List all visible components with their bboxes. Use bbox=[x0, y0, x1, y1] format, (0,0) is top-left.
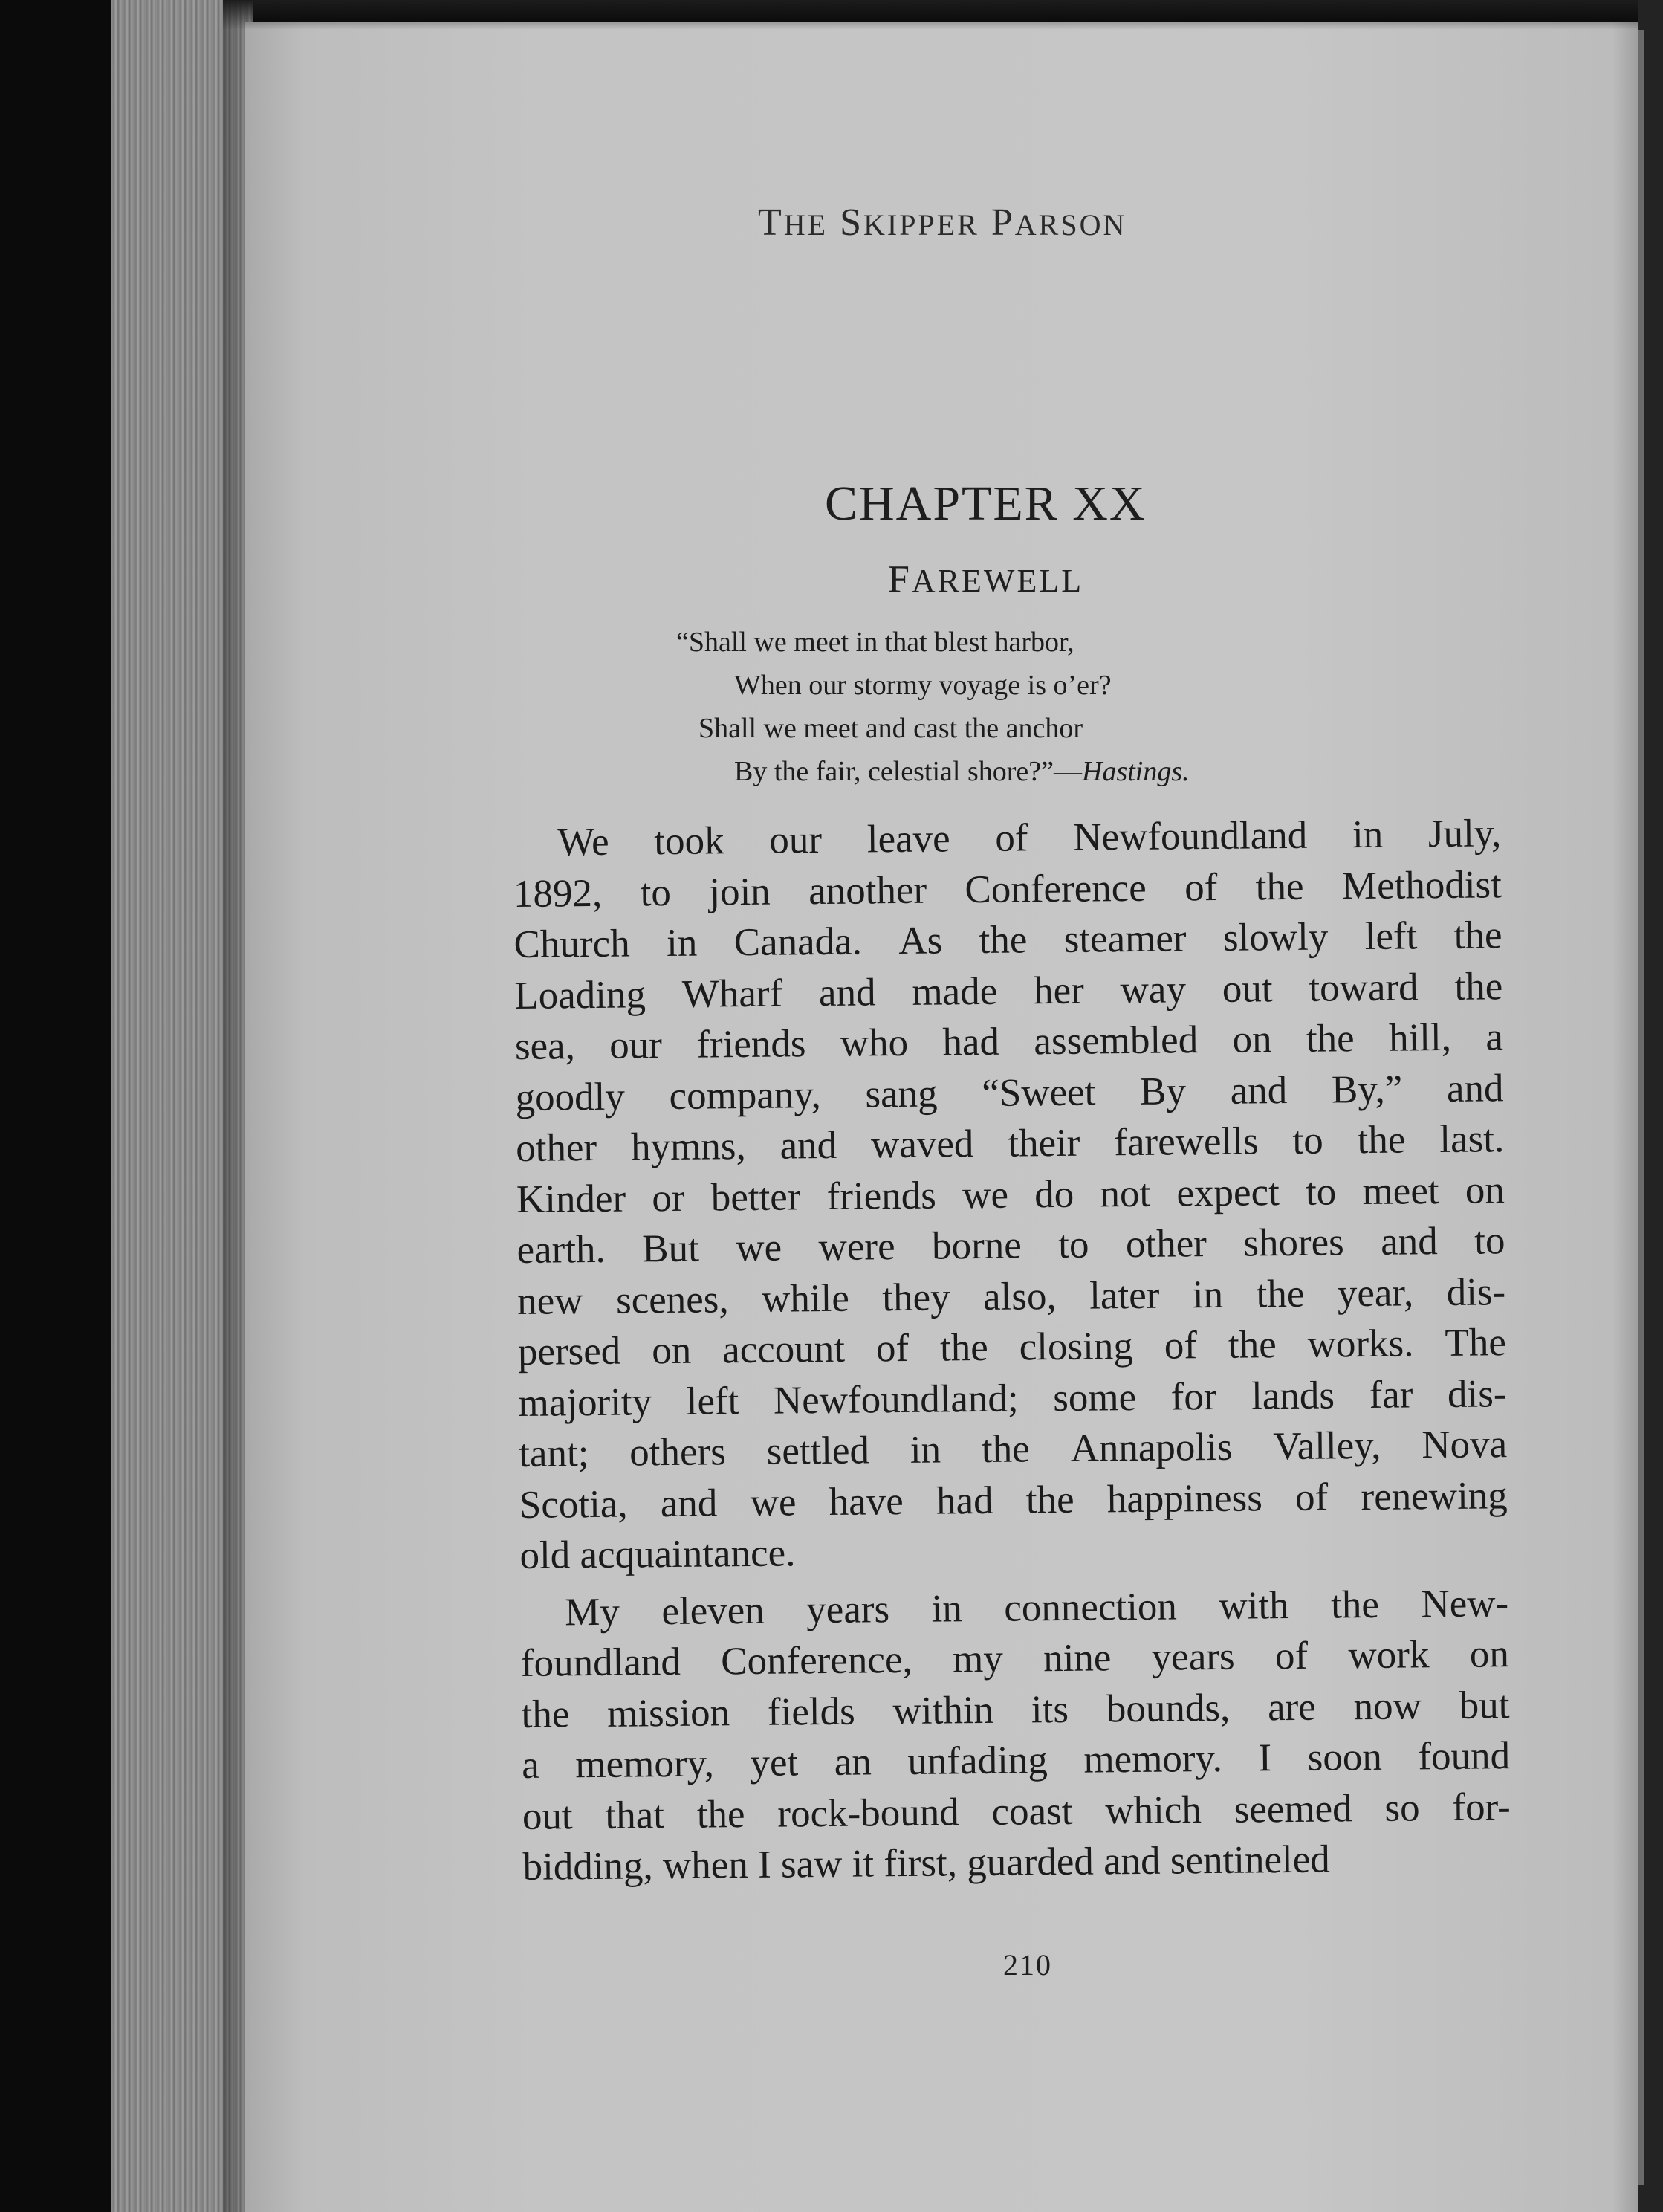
chapter-title: CHAPTER XX bbox=[825, 476, 1147, 531]
epigraph bbox=[676, 621, 1419, 793]
text-line: Kinder or better friends we do not expect to meet on bbox=[516, 1168, 1505, 1221]
chapter-subtitle: FAREWELL bbox=[888, 558, 1084, 601]
text-line: Scotia, and we have had the happiness of renewing bbox=[519, 1473, 1508, 1527]
text-line: sea, our friends who had assembled on the hill, a bbox=[514, 1015, 1504, 1068]
text-line: the mission fields within its bounds, are now but bbox=[521, 1683, 1510, 1736]
text-line: 1892, to join another Conference of the Methodist bbox=[513, 862, 1502, 916]
text-line: old acquaintance. bbox=[519, 1531, 796, 1577]
text-line: tant; others settled in the Annapolis Valley, Nova bbox=[518, 1423, 1508, 1475]
book-right-edge bbox=[1638, 0, 1663, 2212]
text-line: a memory, yet an unfading memory. I soon found bbox=[521, 1734, 1511, 1787]
text-line: persed on account of the closing of the works. The bbox=[517, 1321, 1507, 1374]
text-line: other hymns, and waved their farewells to the last. bbox=[515, 1117, 1505, 1170]
body-text bbox=[513, 808, 1511, 1892]
text-line: goodly company, sang “Sweet By and By,” and bbox=[515, 1066, 1504, 1119]
epigraph-line: Shall we meet and cast the anchor bbox=[698, 713, 1083, 744]
page-number: 210 bbox=[1003, 1948, 1052, 1982]
top-shadow bbox=[223, 0, 1650, 30]
epigraph-line: By the fair, celestial shore?”—Hastings. bbox=[734, 756, 1190, 787]
epigraph-line: “Shall we meet in that blest harbor, bbox=[676, 627, 1074, 658]
book-page-edges bbox=[111, 0, 253, 2212]
text-line: new scenes, while they also, later in the year, dis- bbox=[516, 1270, 1506, 1323]
text-line: We took our leave of Newfoundland in July, bbox=[557, 812, 1502, 864]
epigraph-line: When our stormy voyage is o’er? bbox=[734, 670, 1112, 701]
text-line: majority left Newfoundland; some for lands far dis- bbox=[518, 1371, 1507, 1425]
text-line: Loading Wharf and made her way out toward the bbox=[514, 964, 1503, 1018]
epigraph-attribution: Hastings. bbox=[1082, 756, 1190, 787]
text-line: earth. But we were borne to other shores and to bbox=[516, 1219, 1505, 1272]
running-head: THE SKIPPER PARSON bbox=[758, 201, 1127, 244]
text-line: Church in Canada. As the steamer slowly left the bbox=[513, 913, 1502, 966]
text-line: bidding, when I saw it first, guarded and sentineled bbox=[522, 1837, 1331, 1889]
text-line: out that the rock-bound coast which seemed so for- bbox=[522, 1785, 1511, 1838]
text-line: foundland Conference, my nine years of work on bbox=[520, 1632, 1510, 1685]
text-line: My eleven years in connection with the New- bbox=[564, 1581, 1509, 1634]
